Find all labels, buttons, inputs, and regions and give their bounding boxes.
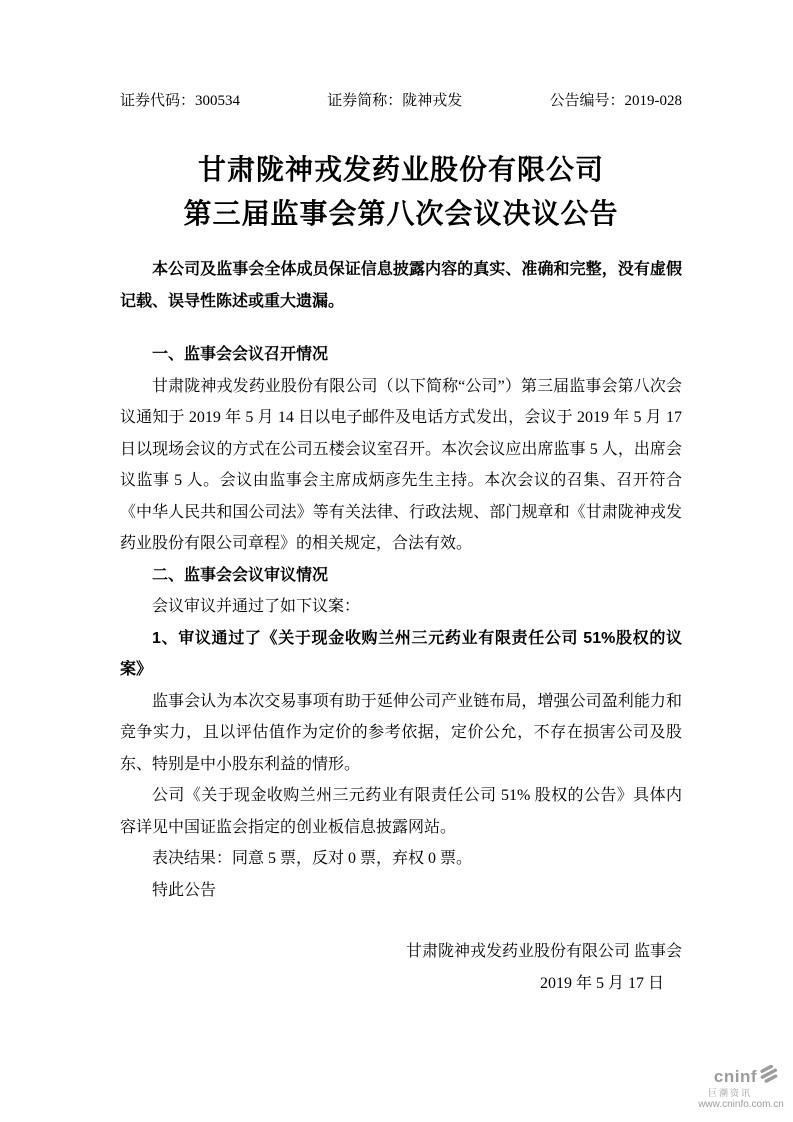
cninfo-watermark bbox=[695, 1065, 787, 1110]
closing-line: 特此公告 bbox=[152, 881, 217, 899]
stock-abbr: 证券简称：陇神戎发 bbox=[327, 93, 463, 109]
document-header-row bbox=[120, 90, 682, 112]
stock-code: 证券代码：300534 bbox=[120, 93, 241, 109]
truthfulness-declaration: 本公司及监事会全体成员保证信息披露内容的真实、准确和完整，没有虚假记载、误导性陈述或重大遗漏。 bbox=[120, 261, 682, 310]
title-subject-line: 第三届监事会第八次会议决议公告 bbox=[183, 198, 619, 229]
title-company-line: 甘肃陇神戎发药业股份有限公司 bbox=[197, 154, 604, 185]
cninfo-brand-cn: 巨潮资讯 bbox=[707, 1088, 752, 1099]
document-title bbox=[120, 148, 682, 236]
section1-paragraph: 甘肃陇神戎发药业股份有限公司（以下简称“公司”）第三届监事会第八次会议通知于 2019 年 5 月 14 日以电子邮件及电话方式发出，会议于 2019 年 5 月 17 日以现场会议的方式在公司五楼会议室召开。本次会议应出席监事 5 人，出席会议监事 5 人。会议由监事会主席成炳彦先生主持。本次会议的召集、召开符合《中华人民共和国公司法》等有关法律、行政法规、部门规章和《甘肃陇神戎发药业股份有限公司章程》的相关规定，合法有效。 bbox=[120, 377, 682, 552]
cninfo-logo bbox=[695, 1065, 787, 1088]
section2-heading: 二、监事会会议审议情况 bbox=[152, 566, 329, 584]
cninfo-url: www.cninfo.com.cn bbox=[698, 1098, 784, 1110]
announcement-number: 公告编号：2019-028 bbox=[549, 93, 682, 109]
section1-heading: 一、监事会会议召开情况 bbox=[152, 346, 329, 363]
proposal-heading: 1、审议通过了《关于现金收购兰州三元药业有限责任公司 51%股权的议案》 bbox=[120, 629, 682, 678]
disclosure-reference-paragraph: 公司《关于现金收购兰州三元药业有限责任公司 51% 股权的公告》具体内容详见中国证监会指定的创业板信息披露网站。 bbox=[120, 787, 682, 836]
signature-company: 甘肃陇神戎发药业股份有限公司 监事会 bbox=[405, 943, 682, 960]
cninfo-logo-text: cninf bbox=[713, 1066, 757, 1086]
signature-date: 2019 年 5 月 17 日 bbox=[539, 974, 664, 992]
signature-block bbox=[120, 936, 682, 999]
swirl-icon bbox=[759, 1065, 779, 1088]
vote-result: 表决结果：同意 5 票，反对 0 票，弃权 0 票。 bbox=[152, 850, 473, 867]
section2-intro: 会议审议并通过了如下议案： bbox=[152, 598, 361, 615]
supervisors-opinion-paragraph: 监事会认为本次交易事项有助于延伸公司产业链布局，增强公司盈利能力和竞争实力，且以评估值作为定价的参考依据，定价公允，不存在损害公司及股东、特别是中小股东利益的情形。 bbox=[120, 692, 682, 773]
